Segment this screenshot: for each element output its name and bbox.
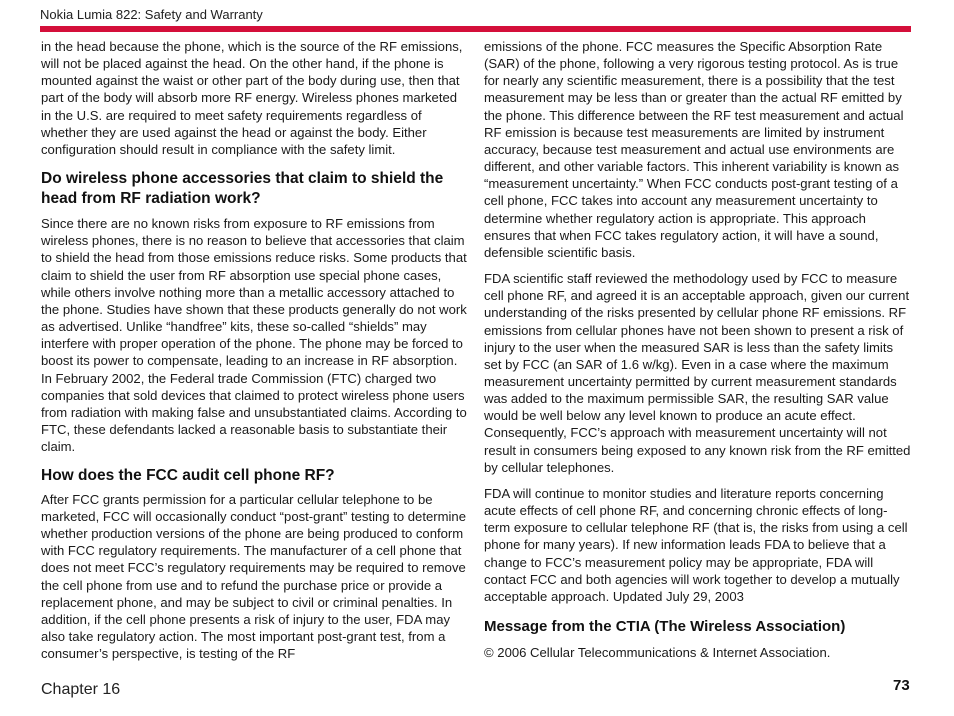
heading-fcc-audit: How does the FCC audit cell phone RF? — [41, 467, 335, 485]
right-paragraph-1: emissions of the phone. FCC measures the Specific Absorption Rate (SAR) of the phone, following a very rigorous testing protocol. As is true for nearly any scientific measurement, there is a possibility that the test measurement may be less than or greater than the actual RF emitted by the phone. This difference between the RF test measurement and actual RF emission is because test measurements are limited by instrument accuracy, because test measurement and actual use environments are different, and other variable factors. This inherent variability is known as “measurement uncertainty.” When FCC conducts post-grant testing of a cell phone, FCC takes into account any measurement uncertainty to determine whether regulatory action is appropriate. This approach ensures that when FCC takes regulatory action, it will have a sound, defensible scientific basis. — [484, 39, 904, 260]
left-column — [41, 38, 468, 671]
left-paragraph-2: Since there are no known risks from exposure to RF emissions from wireless phones, there is no reason to believe that accessories that claim to shield the head from those emissions reduce risks. Some products that claim to shield the user from RF absorption use special phone cases, while others involve nothing more than a metallic accessory attached to the phone. Studies have shown that these products generally do not work as advertised. Unlike “handfree” kits, these so-called “shields” may interfere with proper operation of the phone. The phone may be forced to boost its power to compensate, leading to an increase in RF absorption. In February 2002, the Federal trade Commission (FTC) charged two companies that sold devices that claimed to protect wireless phone users from radiation with making false and unsubstantiated claims. According to FTC, these defendants lacked a reasonable basis to substantiate their claim. — [41, 216, 467, 455]
left-paragraph-1: in the head because the phone, which is the source of the RF emissions, will not be placed against the head. On the other hand, if the phone is mounted against the waist or other part of the body during use, then that part of the body will absorb more RF energy. Wireless phones marketed in the U.S. are required to meet safety requirements regardless of whether they are used against the head or against the body. Either configuration should result in compliance with the safety limit. — [41, 39, 463, 157]
right-paragraph-2: FDA scientific staff reviewed the methodology used by FCC to measure cell phone RF, and agreed it is an acceptable approach, given our current understanding of the risks presented by cellular phone RF emissions. RF emissions from cellular phones have not been shown to present a risk of injury to the user when the measured SAR is less than the safety limits set by FCC (an SAR of 1.6 w/kg). Even in a case where the maximum measurement uncertainty permitted by current measurement standards was added to the maximum permissible SAR, the resulting SAR value would be well below any level known to produce an acute effect. Consequently, FCC’s approach with measurement uncertainty will not result in consumers being exposed to any known risk from the RF emitted by cellular telephones. — [484, 271, 911, 475]
copyright-notice: © 2006 Cellular Telecommunications & Internet Association. — [484, 645, 831, 660]
left-paragraph-3: After FCC grants permission for a particular cellular telephone to be marketed, FCC will occasionally conduct “post-grant” testing to determine whether production versions of the phone are being produced to conform with FCC regulatory requirements. The manufacturer of a cell phone that does not meet FCC’s regulatory requirements may be required to remove the cell phone from use and to refund the purchase price or provide a replacement phone, and may be subject to civil or criminal penalties. In addition, if the cell phone presents a risk of injury to the user, FDA may also take regulatory action. The most important post-grant test, from a consumer’s perspective, is testing of the RF — [41, 491, 466, 662]
running-header: Nokia Lumia 822: Safety and Warranty — [40, 7, 263, 22]
page-number: 73 — [893, 677, 910, 694]
header-rule — [40, 26, 911, 32]
heading-shield-accessories: Do wireless phone accessories that claim to shield the head from RF radiation work? — [41, 170, 444, 207]
right-paragraph-3: FDA will continue to monitor studies and literature reports concerning acute effects of cell phone RF, and concerning chronic effects of long-term exposure to cellular telephone RF (that is, the risks from using a cell phone for many years). If new information leads FDA to believe that a change to FCC’s measurement policy may be appropriate, FDA will contact FCC and both agencies will work together to develop a mutually acceptable approach. Updated July 29, 2003 — [484, 485, 908, 604]
heading-ctia-message: Message from the CTIA (The Wireless Association) — [484, 618, 846, 635]
chapter-label: Chapter 16 — [41, 681, 121, 698]
right-column — [484, 38, 913, 670]
